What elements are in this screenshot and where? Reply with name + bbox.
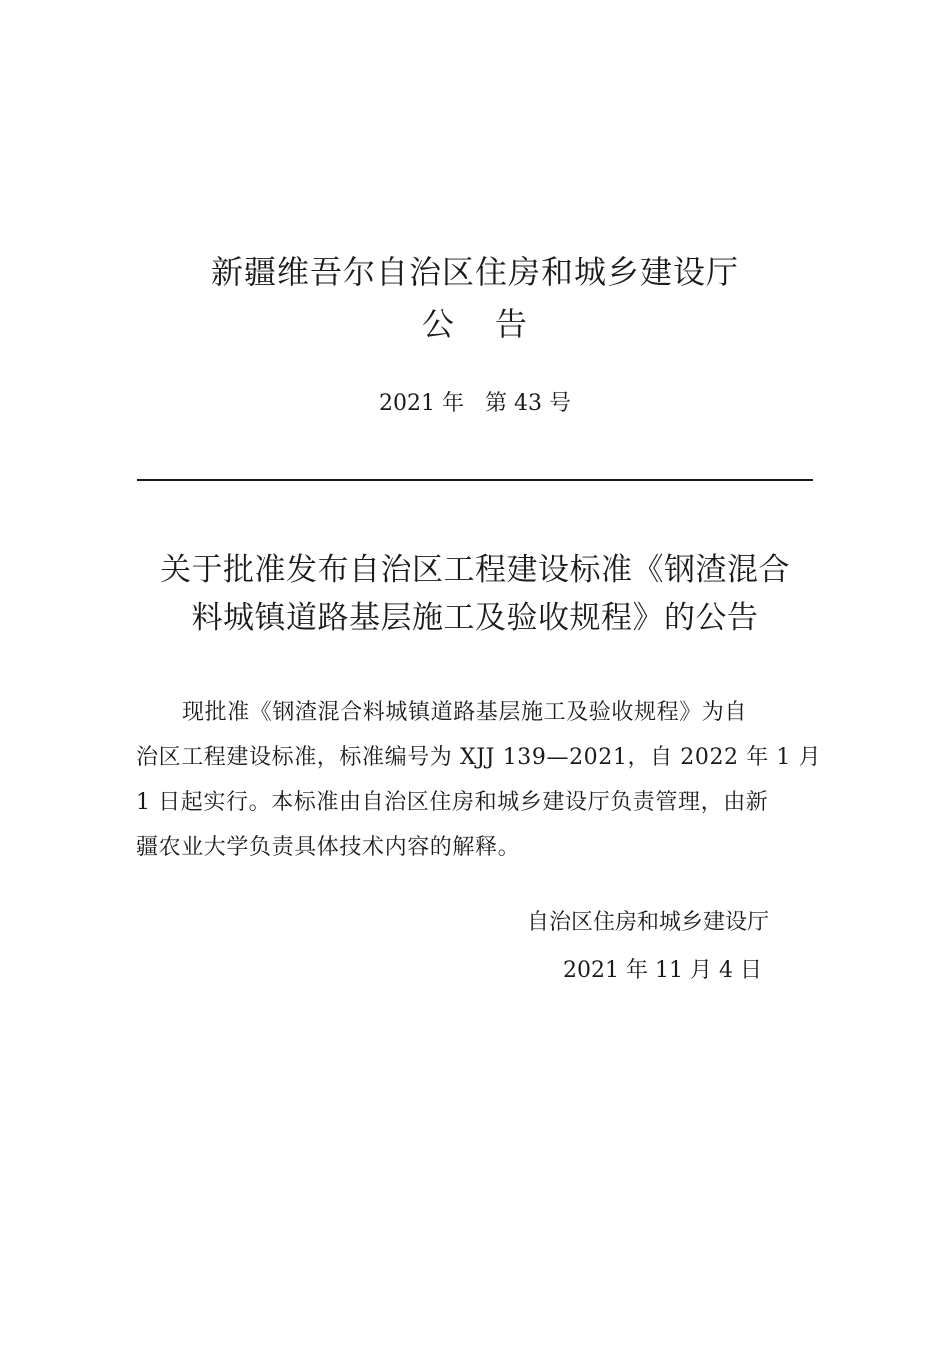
signature-date: 2021 年 11 月 4 日 bbox=[563, 958, 762, 983]
title-line: 关于批准发布自治区工程建设标准《钢渣混合 bbox=[160, 552, 790, 588]
announcement-title bbox=[140, 546, 810, 642]
issuer-name: 新疆维吾尔自治区住房和城乡建设厅 bbox=[210, 253, 739, 291]
header-divider bbox=[137, 479, 813, 481]
document-type-heading bbox=[0, 302, 950, 346]
announcement-body bbox=[136, 690, 822, 870]
body-line: 现批准《钢渣混合料城镇道路基层施工及验收规程》为自 bbox=[182, 700, 748, 725]
body-line: 治区工程建设标准，标准编号为 XJJ 139—2021，自 2022 年 1 月 bbox=[136, 745, 822, 770]
issue-number: 2021 年 第 43 号 bbox=[379, 391, 571, 416]
title-line: 料城镇道路基层施工及验收规程》的公告 bbox=[191, 600, 759, 636]
document-type-char: 公 bbox=[421, 305, 455, 343]
body-line: 1 日起实行。本标准由自治区住房和城乡建设厅负责管理，由新 bbox=[136, 790, 769, 815]
signature-organization: 自治区住房和城乡建设厅 bbox=[527, 910, 770, 935]
body-line: 疆农业大学负责具体技术内容的解释。 bbox=[136, 835, 521, 860]
document-type-char: 告 bbox=[495, 305, 529, 343]
